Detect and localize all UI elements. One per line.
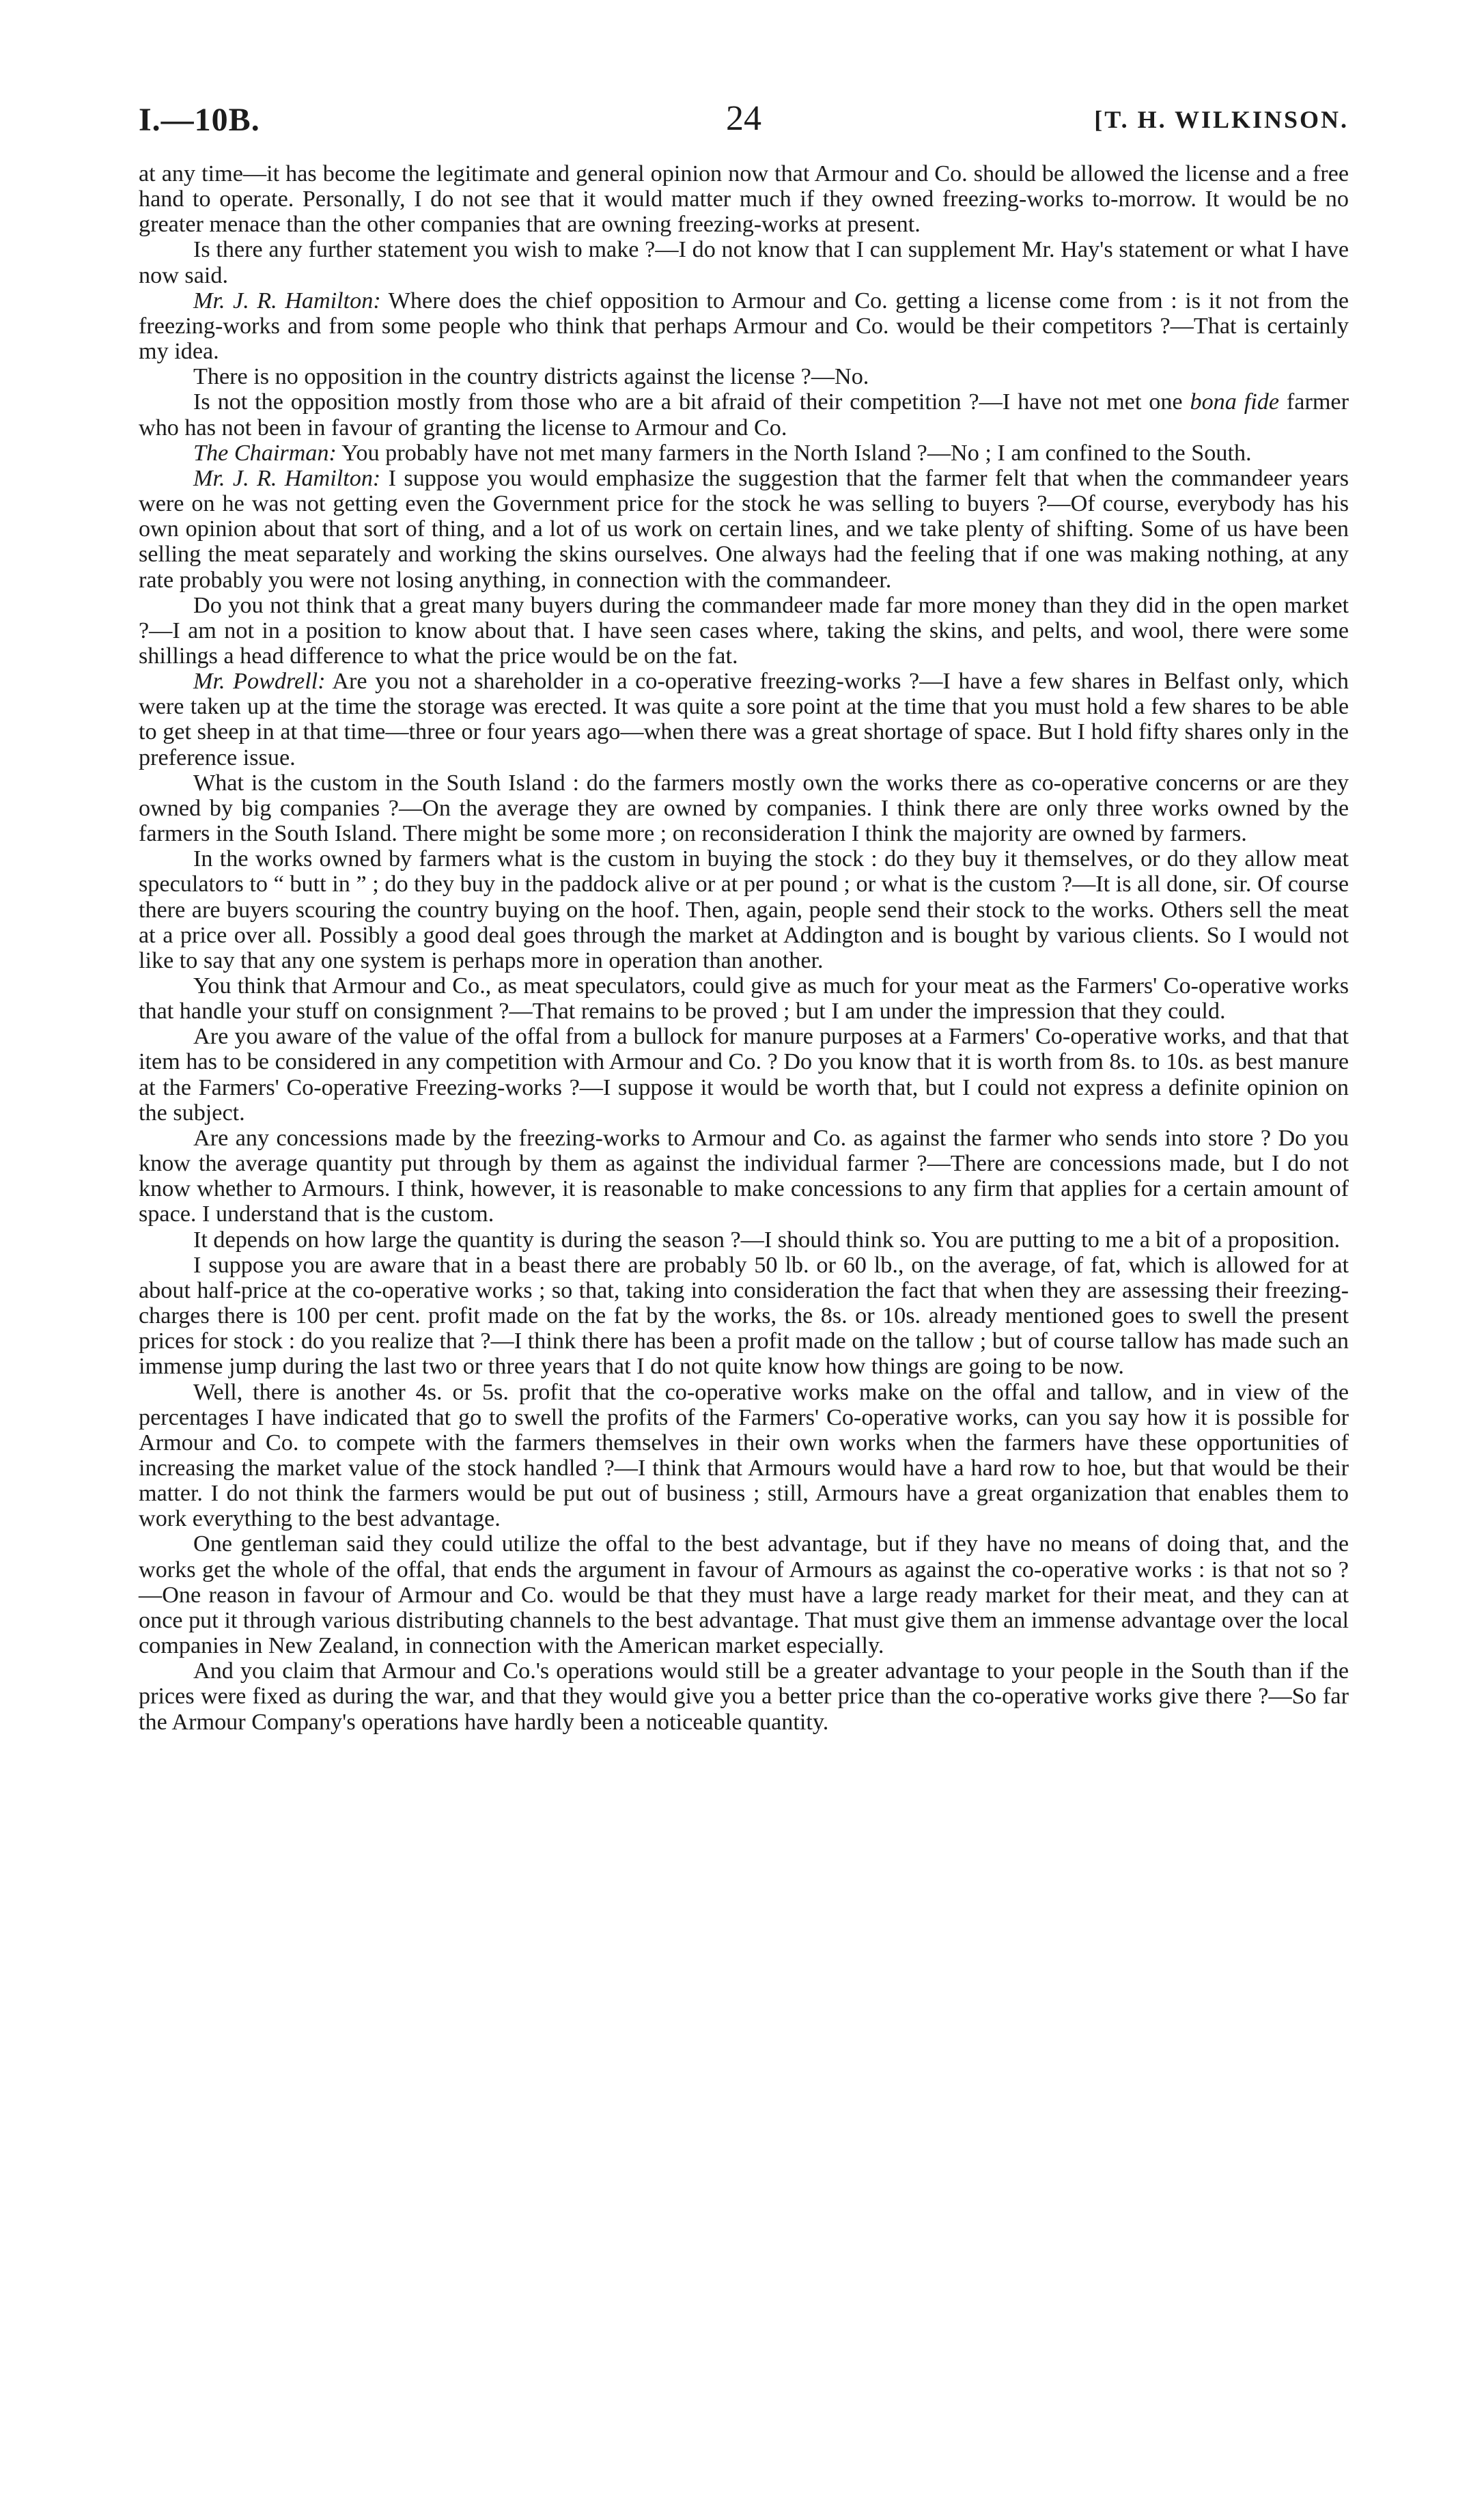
speaker-name: Mr. J. R. Hamilton:	[193, 288, 381, 314]
italic-phrase: bona fide	[1190, 389, 1280, 415]
paragraph: Mr. J. R. Hamilton: Where does the chief opposition to Armour and Co. getting a license come from : is it not from the freezing-works and from some people who think that perhaps Armour and Co. would be their competitors ?—That is certainly my idea.	[139, 288, 1349, 365]
paragraph: One gentleman said they could utilize the offal to the best advantage, but if they have no means of doing that, and the works get the whole of the offal, that ends the argument in favour of Armours as against the co-operative works : is that not so ?—One reason in favour of Armour and Co. would be that they must have a large ready market for their meat, and they can at once put it through various distributing channels to the best advantage. That must give them an immense advantage over the local companies in New Zealand, in connection with the American market especially.	[139, 1531, 1349, 1659]
page-number: 24	[726, 99, 761, 138]
paragraph: In the works owned by farmers what is the custom in buying the stock : do they buy it themselves, or do they allow meat speculators to “ butt in ” ; do they buy in the paddock alive or at per pound ; or what is the custom ?—It is all done, sir. Of course there are buyers scouring the country buying on the hoof. Then, again, people send their stock to the works. Others sell the meat at a price over all. Possibly a good deal goes through the market at Addington and is bought by various clients. So I would not like to say that any one system is perhaps more in operation than another.	[139, 846, 1349, 973]
paragraph: Are any concessions made by the freezing-works to Armour and Co. as against the farmer who sends into store ? Do you know the average quantity put through by them as against the individual farmer ?—There are concessions made, but I do not know whether to Armours. I think, however, it is reasonable to make concessions to any firm that applies for a certain amount of space. I understand that is the custom.	[139, 1125, 1349, 1227]
paragraph: And you claim that Armour and Co.'s operations would still be a greater advantage to your people in the South than if the prices were fixed as during the war, and that they would give you a better price than the co-operative works give there ?—So far the Armour Company's operations have hardly been a noticeable quantity.	[139, 1658, 1349, 1735]
document-reference: I.—10B.	[139, 102, 260, 138]
paragraph: There is no opposition in the country districts against the license ?—No.	[193, 364, 869, 390]
paragraph: You think that Armour and Co., as meat speculators, could give as much for your meat as the Farmers' Co-operative works that handle your stuff on consignment ?—That remains to be proved ; but I am under the impression that they could.	[139, 973, 1349, 1025]
document-page	[139, 81, 1349, 1735]
paragraph: at any time—it has become the legitimate and general opinion now that Armour and Co. should be allowed the license and a free hand to operate. Personally, I do not see that it would matter much if they owned freezing-works to-morrow. It would be no greater menace than the other companies that are owning freezing-works at present.	[139, 161, 1349, 238]
paragraph: The Chairman: You probably have not met many farmers in the North Island ?—No ; I am confined to the South.	[193, 440, 1252, 466]
paragraph: Is not the opposition mostly from those who are a bit afraid of their competition ?—I have not met one bona fide farmer who has not been in favour of granting the license to Armour and Co.	[139, 389, 1349, 441]
paragraph: Mr. J. R. Hamilton: I suppose you would emphasize the suggestion that the farmer felt that when the commandeer years were on he was not getting even the Government price for the stock he was selling to buyers ?—Of course, everybody has his own opinion about that sort of thing, and a lot of us work on certain lines, and we take plenty of shifting. Some of us have been selling the meat separately and working the skins ourselves. One always had the feeling that if one was making nothing, at any rate probably you were not losing anything, in connection with the commandeer.	[139, 465, 1349, 593]
paragraph: What is the custom in the South Island : do the farmers mostly own the works there as co-operative concerns or are they owned by big companies ?—On the average they are owned by companies. I think there are only three works owned by the farmers in the South Island. There might be some more ; on reconsideration I think the majority are owned by farmers.	[139, 770, 1349, 847]
paragraph: Do you not think that a great many buyers during the commandeer made far more money than they did in the open market ?—I am not in a position to know about that. I have seen cases where, taking the skins, and pelts, and wool, there were some shillings a head difference to what the price would be on the fat.	[139, 592, 1349, 669]
document-body	[139, 161, 1349, 1735]
paragraph: Is there any further statement you wish to make ?—I do not know that I can supplement Mr. Hay's statement or what I have now said.	[139, 237, 1349, 288]
page-header	[139, 81, 1349, 156]
speaker-name: Mr. J. R. Hamilton:	[193, 465, 381, 491]
speaker-name: The Chairman:	[193, 440, 337, 466]
paragraph: Mr. Powdrell: Are you not a shareholder in a co-operative freezing-works ?—I have a few shares in Belfast only, which were taken up at the time the storage was erected. It was quite a sore point at the time that you must hold a few shares to be able to get sheep in at that time—three or four years ago—when there was a great shortage of space. But I hold fifty shares only in the preference issue.	[139, 669, 1349, 770]
paragraph: Well, there is another 4s. or 5s. profit that the co-operative works make on the offal and tallow, and in view of the percentages I have indicated that go to swell the profits of the Farmers' Co-operative works, can you say how it is possible for Armour and Co. to compete with the farmers themselves in their own works when the farmers have these opportunities of increasing the market value of the stock handled ?—I think that Armours would have a hard row to hoe, but that would be their matter. I do not think the farmers would be put out of business ; still, Armours have a great organization that enables them to work everything to the best advantage.	[139, 1379, 1349, 1532]
paragraph: I suppose you are aware that in a beast there are probably 50 lb. or 60 lb., on the average, of fat, which is allowed for at about half-price at the co-operative works ; so that, taking into consideration the fact that when they are assessing their freezing-charges there is 100 per cent. profit made on the fat by the works, the 8s. or 10s. already mentioned goes to swell the present prices for stock : do you realize that ?—I think there has been a profit made on the tallow ; but of course tallow has made such an immense jump during the last two or three years that I do not quite know how things are going to be now.	[139, 1252, 1349, 1380]
speaker-name: Mr. Powdrell:	[193, 669, 326, 695]
witness-name: [T. H. WILKINSON.	[1094, 106, 1349, 133]
paragraph: Are you aware of the value of the offal from a bullock for manure purposes at a Farmers' Co-operative works, and that that item has to be considered in any competition with Armour and Co. ? Do you know that it is worth from 8s. to 10s. as best manure at the Farmers' Co-operative Freezing-works ?—I suppose it would be worth that, but I could not express a definite opinion on the subject.	[139, 1024, 1349, 1126]
paragraph: It depends on how large the quantity is during the season ?—I should think so. You are putting to me a bit of a proposition.	[193, 1227, 1341, 1253]
